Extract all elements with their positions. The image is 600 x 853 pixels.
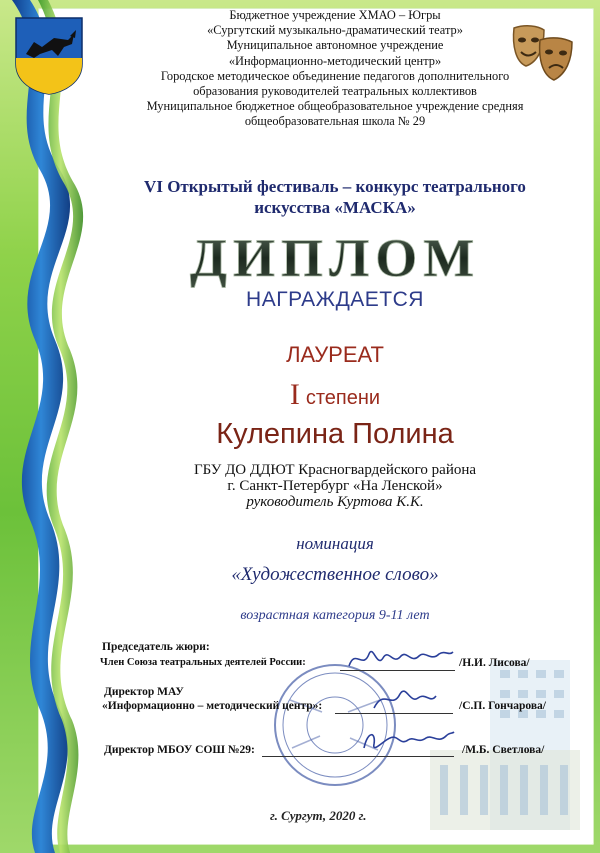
school-name: /М.Б. Светлова/: [462, 744, 545, 756]
header-line: образования руководителей театральных коллективов: [193, 84, 477, 99]
mau-role: «Информационно – методический центр»:: [102, 700, 323, 712]
header-line: «Сургутский музыкально-драматический театр»: [207, 23, 463, 38]
city-date: г. Сургут, 2020 г.: [270, 808, 367, 823]
official-stamp-icon: [270, 660, 400, 790]
school-signature: [360, 726, 455, 756]
mau-title: Директор МАУ: [104, 686, 184, 698]
header-line: Муниципальное бюджетное общеобразовательное учреждение средняя: [146, 99, 524, 114]
festival-line-1: VI Открытый фестиваль – конкурс театрального: [144, 177, 526, 196]
degree-roman: I: [289, 378, 300, 411]
issuer-header: [90, 8, 580, 130]
teacher-line: руководитель Куртова К.К.: [246, 494, 424, 510]
header-line: Бюджетное учреждение ХМАО – Югры: [229, 8, 441, 22]
city-emblem-icon: [12, 14, 86, 96]
festival-line-2: искусства «МАСКА»: [254, 198, 416, 217]
organization-line-2: г. Санкт-Петербург «На Ленской»: [227, 478, 443, 494]
jury-title: Председатель жюри:: [102, 641, 210, 653]
jury-role: Член Союза театральных деятелей России:: [100, 657, 306, 668]
organization-line-1: ГБУ ДО ДДЮТ Красногвардейского района: [193, 462, 477, 478]
festival-title: [90, 176, 580, 218]
jury-signature: [345, 646, 455, 672]
nomination-label: номинация: [296, 534, 374, 553]
degree-word: степени: [305, 387, 381, 409]
degree-label: [90, 378, 580, 412]
header-line: «Информационно-методический центр»: [228, 53, 442, 68]
mau-signature: [370, 684, 440, 714]
header-line: Городское методическое объединение педагогов дополнительного: [160, 68, 510, 83]
diploma-title-text: ДИПЛОМ: [189, 230, 481, 288]
school-signature-line: [262, 756, 454, 757]
mau-name: /С.П. Гончарова/: [459, 700, 547, 712]
jury-name: /Н.И. Лисова/: [459, 657, 530, 669]
diploma-title: [140, 230, 530, 288]
organization-block: [90, 462, 580, 510]
header-line: общеобразовательная школа № 29: [244, 114, 426, 129]
recipient-name: Кулепина Полина: [216, 418, 454, 450]
school-role: Директор МБОУ СОШ №29:: [104, 744, 255, 756]
header-line: Муниципальное автономное учреждение: [226, 38, 444, 53]
laureate-label: ЛАУРЕАТ: [286, 342, 384, 367]
awarded-label: НАГРАЖДАЕТСЯ: [246, 288, 424, 311]
age-category: возрастная категория 9-11 лет: [240, 608, 430, 623]
nomination-value: «Художественное слово»: [231, 564, 439, 585]
